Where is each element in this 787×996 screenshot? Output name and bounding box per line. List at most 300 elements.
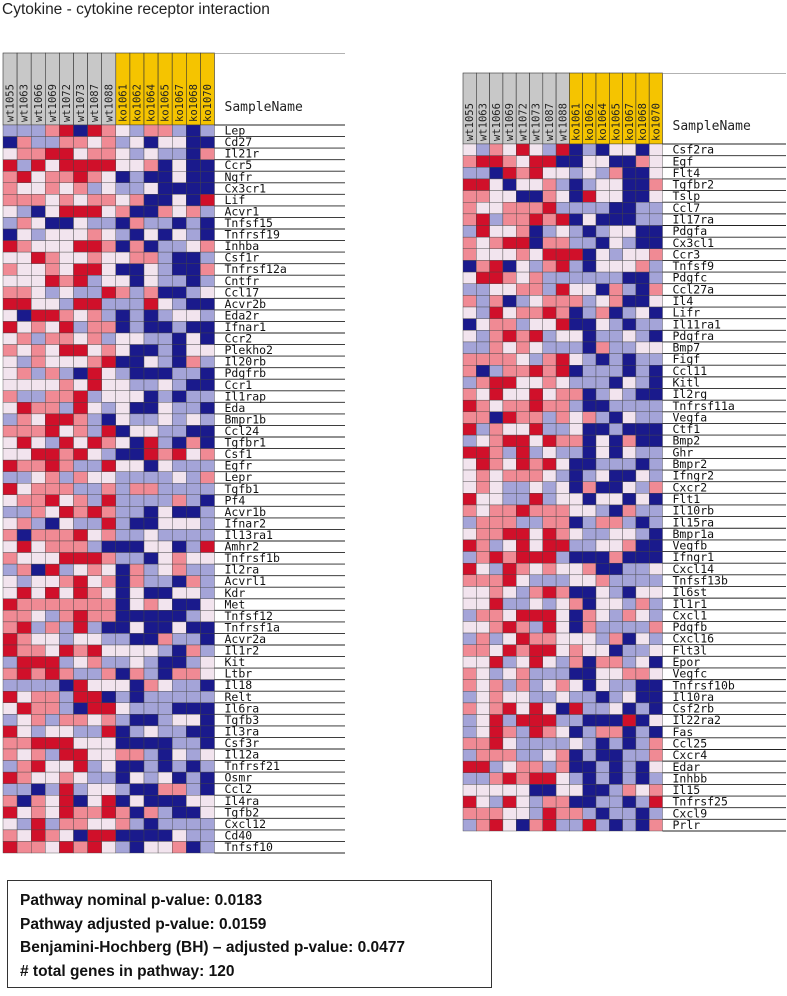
heatmap-row-Cxcl9 [463, 806, 786, 820]
heatmap-cell [74, 137, 88, 149]
heatmap-cell [490, 540, 503, 552]
heatmap-cell [102, 472, 116, 484]
heatmap-cell [45, 483, 59, 495]
heatmap-cell [569, 412, 582, 424]
heatmap-cell [596, 202, 609, 214]
heatmap-row-Il13ra1 [3, 528, 345, 542]
heatmap-cell [130, 610, 144, 622]
heatmap-cell [503, 552, 516, 564]
heatmap-cell [569, 260, 582, 272]
heatmap-cell [530, 179, 543, 191]
heatmap-cell [59, 726, 73, 738]
heatmap-cell [172, 830, 186, 842]
heatmap-cell [596, 703, 609, 715]
row-label: Cxcl1 [672, 608, 708, 623]
heatmap-cell [530, 796, 543, 808]
heatmap-cell [556, 517, 569, 529]
heatmap-cell [609, 423, 622, 435]
heatmap-cell [569, 598, 582, 610]
heatmap-cell [74, 772, 88, 784]
heatmap-cell [45, 807, 59, 819]
heatmap-cell [88, 425, 102, 437]
heatmap-cell [59, 160, 73, 172]
heatmap-cell [516, 796, 529, 808]
heatmap-cell [31, 460, 45, 472]
heatmap-svg [3, 53, 345, 853]
heatmap-cell [463, 226, 476, 238]
column-header-wt1073 [530, 73, 543, 144]
heatmap-cell [144, 345, 158, 357]
heatmap-cell [543, 447, 556, 459]
row-label: Il10ra [672, 689, 715, 704]
heatmap-cell [17, 541, 31, 553]
heatmap-cell [556, 610, 569, 622]
heatmap-cell [583, 808, 596, 820]
heatmap-cell [490, 819, 503, 831]
heatmap-cell [503, 470, 516, 482]
heatmap-row-Ccr5 [3, 158, 345, 172]
heatmap-cell [583, 365, 596, 377]
heatmap-cell [503, 412, 516, 424]
heatmap-cell [556, 819, 569, 831]
heatmap-cell [102, 333, 116, 345]
heatmap-cell [476, 610, 489, 622]
heatmap-cell [172, 657, 186, 669]
heatmap-cell [609, 435, 622, 447]
heatmap-cell [636, 191, 649, 203]
heatmap-cell [200, 425, 214, 437]
heatmap-cell [172, 818, 186, 830]
heatmap-cell [3, 460, 17, 472]
row-label: Tgfbr2 [672, 177, 715, 192]
heatmap-cell [88, 414, 102, 426]
heatmap-cell [116, 645, 130, 657]
heatmap-cell [649, 389, 662, 401]
heatmap-cell [649, 784, 662, 796]
heatmap-cell [556, 354, 569, 366]
heatmap-row-Acvr1 [3, 204, 345, 218]
heatmap-cell [45, 645, 59, 657]
heatmap-cell [636, 284, 649, 296]
heatmap-cell [503, 423, 516, 435]
heatmap-cell [186, 414, 200, 426]
heatmap-cell [74, 645, 88, 657]
heatmap-cell [186, 206, 200, 218]
heatmap-cell [59, 333, 73, 345]
heatmap-cell [516, 505, 529, 517]
heatmap-cell [144, 264, 158, 276]
heatmap-cell [623, 214, 636, 226]
heatmap-cell [158, 217, 172, 229]
heatmap-cell [102, 772, 116, 784]
heatmap-cell [609, 796, 622, 808]
heatmap-cell [3, 414, 17, 426]
heatmap-cell [59, 622, 73, 634]
heatmap-cell [200, 795, 214, 807]
heatmap-cell [200, 437, 214, 449]
heatmap-cell [88, 541, 102, 553]
heatmap-cell [569, 703, 582, 715]
heatmap-cell [556, 540, 569, 552]
heatmap-cell [569, 505, 582, 517]
heatmap-cell [17, 668, 31, 680]
heatmap-cell [102, 529, 116, 541]
heatmap-cell [45, 541, 59, 553]
heatmap-cell [623, 260, 636, 272]
heatmap-cell [503, 575, 516, 587]
heatmap-cell [74, 506, 88, 518]
heatmap-cell [596, 773, 609, 785]
heatmap-cell [172, 414, 186, 426]
heatmap-cell [569, 540, 582, 552]
heatmap-cell [476, 517, 489, 529]
heatmap-cell [59, 437, 73, 449]
heatmap-cell [45, 356, 59, 368]
heatmap-row-Lifr [463, 306, 786, 320]
heatmap-cell [3, 587, 17, 599]
heatmap-cell [596, 586, 609, 598]
heatmap-cell [530, 214, 543, 226]
heatmap-cell [130, 483, 144, 495]
heatmap-cell [3, 506, 17, 518]
column-header-wt1087 [88, 53, 102, 125]
heatmap-row-Ifngr1 [463, 550, 786, 564]
heatmap-cell [88, 206, 102, 218]
heatmap-cell [530, 167, 543, 179]
heatmap-cell [200, 807, 214, 819]
heatmap-cell [649, 226, 662, 238]
heatmap-cell [172, 241, 186, 253]
heatmap-cell [144, 217, 158, 229]
heatmap-cell [200, 633, 214, 645]
heatmap-cell [583, 796, 596, 808]
heatmap-cell [130, 691, 144, 703]
heatmap-cell [144, 275, 158, 287]
heatmap-cell [88, 529, 102, 541]
heatmap-cell [530, 226, 543, 238]
heatmap-cell [569, 680, 582, 692]
heatmap-cell [74, 541, 88, 553]
heatmap-cell [102, 714, 116, 726]
heatmap-cell [74, 483, 88, 495]
sample-name-header: SampleName [672, 119, 751, 134]
heatmap-cell [186, 818, 200, 830]
row-label: Epor [672, 654, 701, 669]
heatmap-row-Il1r2 [3, 644, 345, 658]
heatmap-cell [31, 345, 45, 357]
heatmap-cell [74, 553, 88, 565]
heatmap-cell [130, 148, 144, 160]
heatmap-cell [130, 137, 144, 149]
heatmap-cell [636, 517, 649, 529]
heatmap-cell [530, 691, 543, 703]
heatmap-cell [543, 179, 556, 191]
heatmap-cell [172, 402, 186, 414]
heatmap-row-Met [3, 597, 345, 611]
heatmap-cell [543, 645, 556, 657]
heatmap-cell [569, 819, 582, 831]
heatmap-cell [144, 703, 158, 715]
column-header-wt1066 [490, 73, 503, 144]
heatmap-cell [636, 354, 649, 366]
heatmap-cell [636, 726, 649, 738]
column-header-wt1073 [74, 53, 88, 125]
heatmap-cell [503, 656, 516, 668]
row-label: Flt4 [672, 165, 701, 180]
heatmap-cell [476, 354, 489, 366]
heatmap-cell [463, 598, 476, 610]
heatmap-cell [74, 726, 88, 738]
row-label: Tnfrsf10b [672, 678, 735, 693]
heatmap-cell [623, 505, 636, 517]
heatmap-cell [88, 472, 102, 484]
heatmap-cell [609, 680, 622, 692]
heatmap-cell [158, 622, 172, 634]
heatmap-cell [490, 470, 503, 482]
heatmap-cell [636, 645, 649, 657]
heatmap-cell [636, 458, 649, 470]
heatmap-cell [144, 425, 158, 437]
heatmap-cell [200, 737, 214, 749]
heatmap-cell [649, 179, 662, 191]
heatmap-cell [516, 260, 529, 272]
heatmap-cell [476, 505, 489, 517]
heatmap-cell [17, 553, 31, 565]
heatmap-cell [530, 307, 543, 319]
heatmap-cell [3, 171, 17, 183]
heatmap-cell [623, 167, 636, 179]
heatmap-cell [609, 237, 622, 249]
heatmap-cell [45, 333, 59, 345]
heatmap-cell [130, 830, 144, 842]
heatmap-cell [583, 295, 596, 307]
heatmap-cell [158, 368, 172, 380]
heatmap-cell [609, 412, 622, 424]
column-header-ko1061 [569, 73, 582, 144]
heatmap-cell [31, 425, 45, 437]
heatmap-cell [530, 773, 543, 785]
heatmap-cell [583, 470, 596, 482]
row-label: Osmr [224, 770, 253, 785]
row-label: Pdgfa [672, 224, 708, 239]
heatmap-cell [59, 472, 73, 484]
heatmap-cell [636, 389, 649, 401]
heatmap-cell [172, 772, 186, 784]
row-label: Il22ra2 [672, 713, 721, 728]
heatmap-row-Ifnar2 [3, 516, 345, 530]
heatmap-cell [556, 214, 569, 226]
heatmap-row-Prlr [463, 818, 786, 832]
heatmap-cell [636, 598, 649, 610]
heatmap-cell [476, 319, 489, 331]
heatmap-cell [569, 761, 582, 773]
heatmap-cell [569, 179, 582, 191]
heatmap-cell [463, 633, 476, 645]
heatmap-cell [569, 458, 582, 470]
heatmap-cell [102, 345, 116, 357]
heatmap-row-Bmpr1a [463, 527, 786, 541]
heatmap-cell [516, 738, 529, 750]
heatmap-cell [59, 576, 73, 588]
heatmap-cell [596, 330, 609, 342]
heatmap-cell [130, 368, 144, 380]
heatmap-cell [158, 610, 172, 622]
heatmap-cell [200, 518, 214, 530]
heatmap-cell [200, 368, 214, 380]
heatmap-cell [130, 356, 144, 368]
heatmap-cell [200, 460, 214, 472]
heatmap-cell [596, 435, 609, 447]
heatmap-cell [476, 645, 489, 657]
column-label: ko1068 [187, 84, 200, 122]
heatmap-cell [530, 365, 543, 377]
heatmap-cell [503, 715, 516, 727]
heatmap-cell [45, 321, 59, 333]
heatmap-cell [636, 214, 649, 226]
heatmap-cell [636, 365, 649, 377]
heatmap-cell [102, 483, 116, 495]
heatmap-cell [649, 505, 662, 517]
heatmap-cell [3, 368, 17, 380]
heatmap-cell [102, 830, 116, 842]
heatmap-cell [583, 784, 596, 796]
heatmap-cell [116, 275, 130, 287]
heatmap-cell [649, 726, 662, 738]
heatmap-cell [583, 621, 596, 633]
heatmap-cell [158, 818, 172, 830]
heatmap-cell [569, 796, 582, 808]
heatmap-cell [569, 191, 582, 203]
heatmap-cell [144, 437, 158, 449]
heatmap-row-Il4 [463, 294, 786, 308]
heatmap-cell [130, 217, 144, 229]
heatmap-cell [556, 202, 569, 214]
heatmap-cell [102, 737, 116, 749]
column-label: wt1066 [490, 103, 503, 141]
heatmap-cell [476, 202, 489, 214]
heatmap-cell [543, 272, 556, 284]
heatmap-cell [636, 295, 649, 307]
heatmap-cell [543, 738, 556, 750]
heatmap-cell [144, 229, 158, 241]
heatmap-cell [636, 482, 649, 494]
heatmap-cell [609, 505, 622, 517]
heatmap-cell [543, 552, 556, 564]
heatmap-cell [476, 377, 489, 389]
column-header-ko1070 [200, 53, 214, 125]
heatmap-cell [172, 368, 186, 380]
heatmap-cell [569, 610, 582, 622]
heatmap-cell [490, 726, 503, 738]
heatmap-cell [543, 563, 556, 575]
heatmap-cell [17, 691, 31, 703]
heatmap-cell [172, 321, 186, 333]
heatmap-cell [31, 264, 45, 276]
heatmap-row-Il10ra [463, 690, 786, 704]
heatmap-cell [609, 656, 622, 668]
heatmap-cell [200, 321, 214, 333]
heatmap-cell [45, 437, 59, 449]
heatmap-cell [3, 148, 17, 160]
heatmap-cell [476, 400, 489, 412]
heatmap-left [3, 53, 345, 853]
heatmap-cell [74, 264, 88, 276]
heatmap-cell [503, 598, 516, 610]
heatmap-cell [130, 553, 144, 565]
heatmap-cell [503, 156, 516, 168]
heatmap-cell [88, 437, 102, 449]
heatmap-cell [130, 818, 144, 830]
heatmap-cell [463, 272, 476, 284]
heatmap-cell [490, 272, 503, 284]
heatmap-cell [74, 737, 88, 749]
heatmap-cell [583, 575, 596, 587]
heatmap-cell [144, 587, 158, 599]
heatmap-cell [596, 237, 609, 249]
heatmap-cell [516, 214, 529, 226]
heatmap-cell [490, 412, 503, 424]
heatmap-cell [158, 160, 172, 172]
heatmap-cell [116, 194, 130, 206]
heatmap-cell [543, 260, 556, 272]
heatmap-cell [102, 449, 116, 461]
heatmap-cell [102, 645, 116, 657]
heatmap-cell [59, 425, 73, 437]
heatmap-cell [3, 183, 17, 195]
heatmap-cell [543, 598, 556, 610]
heatmap-cell [74, 298, 88, 310]
heatmap-cell [556, 295, 569, 307]
heatmap-cell [3, 321, 17, 333]
heatmap-cell [172, 137, 186, 149]
heatmap-cell [609, 528, 622, 540]
heatmap-cell [59, 657, 73, 669]
heatmap-cell [144, 310, 158, 322]
heatmap-cell [144, 622, 158, 634]
heatmap-cell [490, 808, 503, 820]
heatmap-cell [172, 784, 186, 796]
heatmap-cell [59, 183, 73, 195]
row-label: Cx3cl1 [672, 235, 715, 250]
heatmap-cell [74, 587, 88, 599]
heatmap-cell [623, 295, 636, 307]
heatmap-cell [88, 818, 102, 830]
heatmap-cell [31, 402, 45, 414]
heatmap-cell [583, 435, 596, 447]
heatmap-cell [623, 249, 636, 261]
heatmap-cell [476, 773, 489, 785]
heatmap-cell [623, 784, 636, 796]
heatmap-cell [186, 368, 200, 380]
column-header-ko1064 [144, 53, 158, 125]
heatmap-cell [17, 576, 31, 588]
heatmap-cell [583, 691, 596, 703]
heatmap-row-Il12a [3, 748, 345, 762]
heatmap-cell [596, 656, 609, 668]
heatmap-cell [144, 761, 158, 773]
heatmap-cell [116, 414, 130, 426]
heatmap-cell [31, 206, 45, 218]
heatmap-cell [623, 645, 636, 657]
heatmap-cell [200, 356, 214, 368]
column-header-wt1063 [476, 73, 489, 144]
heatmap-cell [172, 518, 186, 530]
heatmap-cell [102, 148, 116, 160]
heatmap-cell [45, 310, 59, 322]
heatmap-cell [649, 808, 662, 820]
heatmap-cell [3, 830, 17, 842]
heatmap-cell [596, 167, 609, 179]
